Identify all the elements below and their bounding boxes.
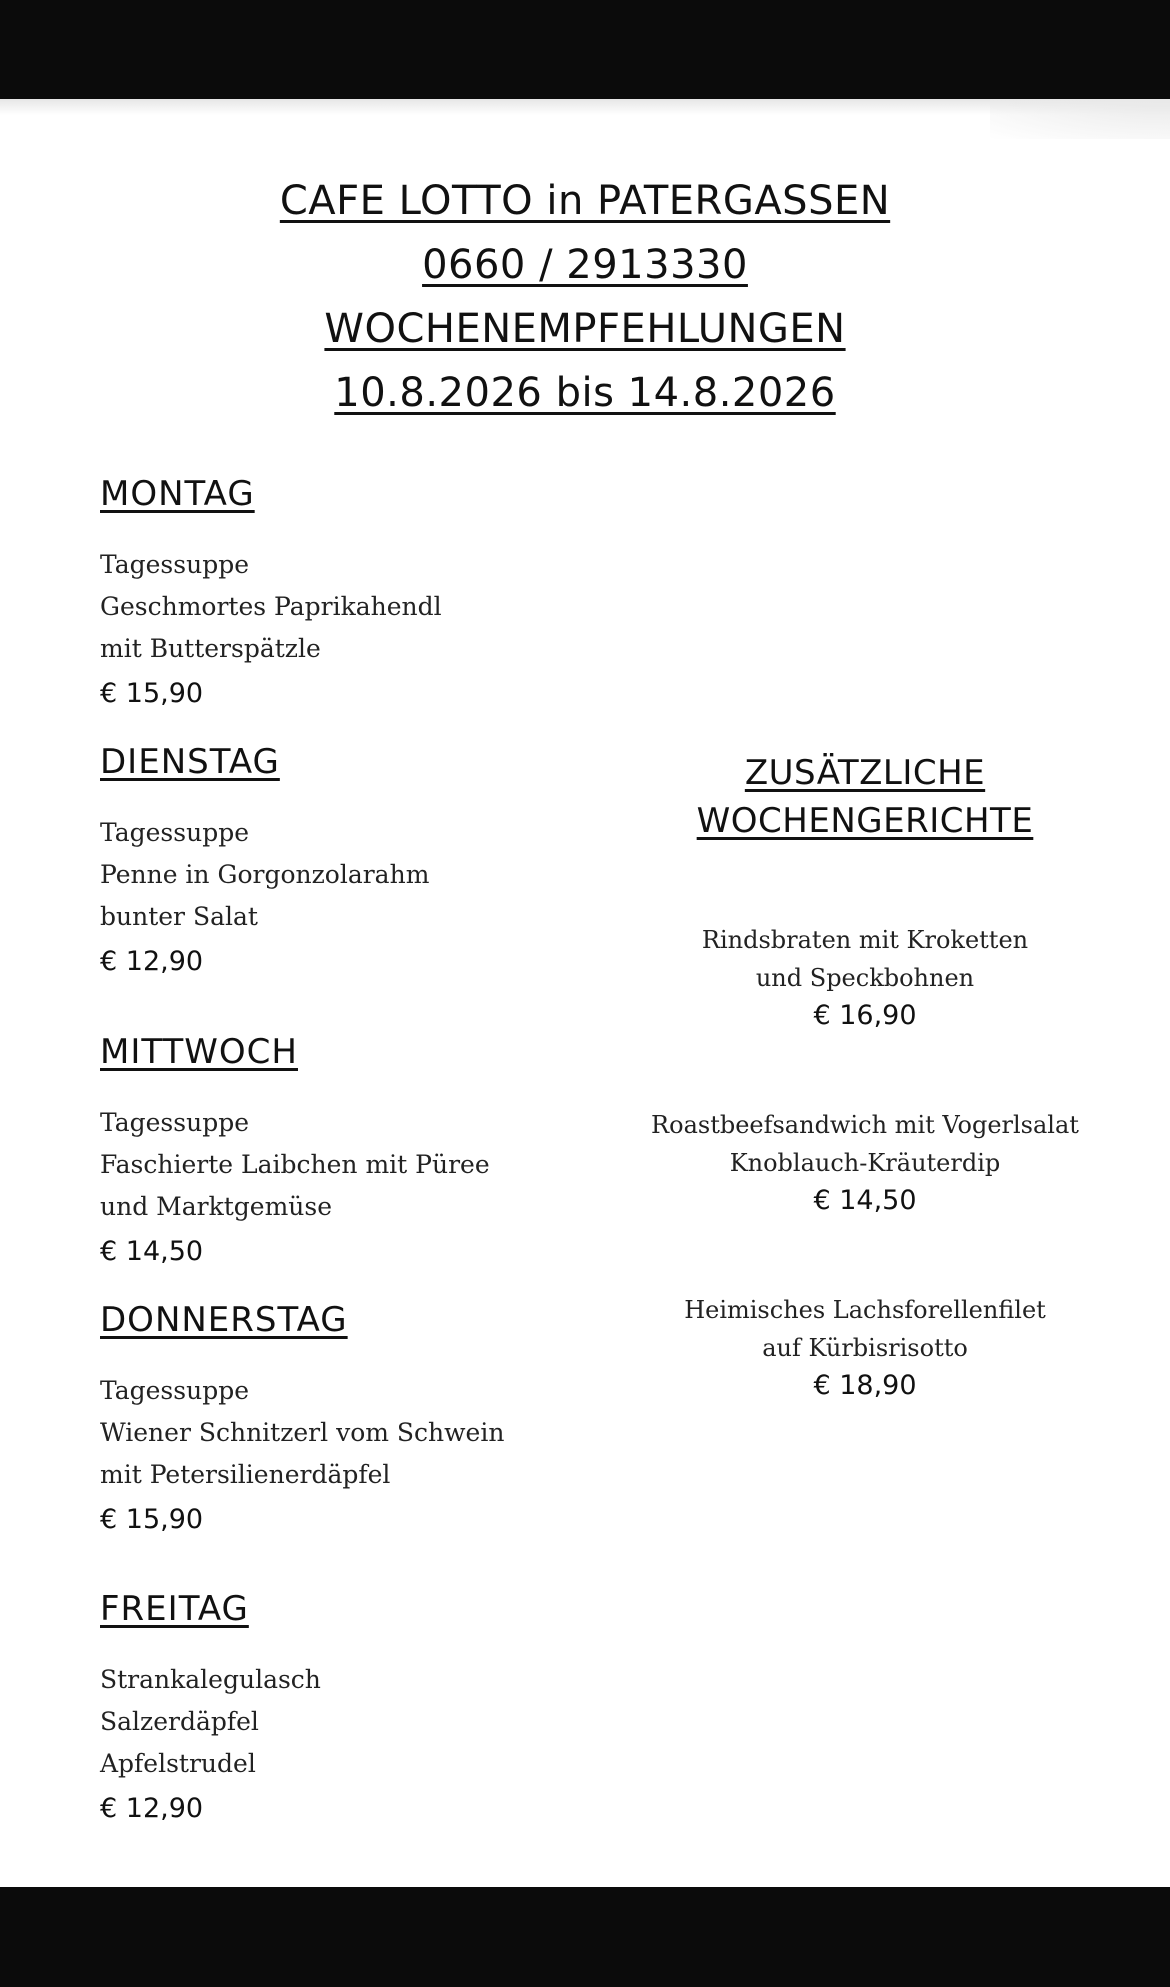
weekly-dish-price: € 18,90 — [813, 1370, 917, 1401]
weekly-dish-price: € 16,90 — [813, 1000, 917, 1031]
weekly-dish-line: und Speckbohnen — [755, 964, 975, 992]
dish-line: Tagessuppe — [100, 550, 249, 579]
weekly-title-line2: WOCHENGERICHTE — [696, 801, 1034, 841]
weekly-dishes-section — [640, 749, 1090, 1401]
dish-line: Penne in Gorgonzolarahm — [100, 860, 430, 889]
weekly-dish-line: auf Kürbisrisotto — [762, 1334, 968, 1362]
dish-line: Strankalegulasch — [100, 1665, 321, 1694]
menu-page — [0, 99, 1170, 1887]
weekly-dish-line: Heimisches Lachsforellenfilet — [684, 1296, 1046, 1324]
date-range: 10.8.2026 bis 14.8.2026 — [334, 370, 836, 416]
menu-header — [0, 169, 1170, 425]
weekly-dish-price: € 14,50 — [813, 1185, 917, 1216]
dish-line: Apfelstrudel — [100, 1749, 256, 1778]
bottom-black-bar — [0, 1887, 1170, 1987]
dish-price: € 14,50 — [100, 1236, 204, 1267]
dish-line: Faschierte Laibchen mit Püree — [100, 1150, 490, 1179]
day-title: MITTWOCH — [100, 1032, 298, 1072]
day-section-dienstag — [100, 742, 620, 984]
day-title: DONNERSTAG — [100, 1300, 348, 1340]
page-corner-shade — [990, 99, 1170, 139]
dish-line: mit Petersilienerdäpfel — [100, 1460, 391, 1489]
dish-line: Tagessuppe — [100, 818, 249, 847]
weekly-dish-line: Roastbeefsandwich mit Vogerlsalat — [651, 1111, 1079, 1139]
day-title: DIENSTAG — [100, 742, 280, 782]
day-section-freitag — [100, 1589, 620, 1831]
weekly-recommendations-title: WOCHENEMPFEHLUNGEN — [324, 306, 846, 352]
dish-line: Geschmortes Paprikahendl — [100, 592, 442, 621]
day-section-donnerstag — [100, 1300, 620, 1542]
phone-number: 0660 / 2913330 — [422, 242, 748, 288]
dish-line: bunter Salat — [100, 902, 258, 931]
weekly-title-line1: ZUSÄTZLICHE — [744, 753, 986, 793]
weekly-dish-item — [640, 921, 1090, 1035]
dish-line: Tagessuppe — [100, 1108, 249, 1137]
day-section-montag — [100, 474, 620, 716]
day-section-mittwoch — [100, 1032, 620, 1274]
weekly-dish-line: Rindsbraten mit Kroketten — [701, 926, 1029, 954]
dish-line: Tagessuppe — [100, 1376, 249, 1405]
cafe-name: CAFE LOTTO in PATERGASSEN — [279, 178, 891, 224]
dish-line: mit Butterspätzle — [100, 634, 321, 663]
weekly-dish-item — [640, 1291, 1090, 1405]
dish-price: € 12,90 — [100, 946, 204, 977]
dish-line: und Marktgemüse — [100, 1192, 333, 1221]
weekly-dish-line: Knoblauch-Kräuterdip — [729, 1149, 1001, 1177]
weekly-dish-item — [640, 1106, 1090, 1220]
day-title: MONTAG — [100, 474, 255, 514]
dish-line: Wiener Schnitzerl vom Schwein — [100, 1418, 505, 1447]
day-title: FREITAG — [100, 1589, 249, 1629]
dish-price: € 15,90 — [100, 678, 204, 709]
dish-price: € 15,90 — [100, 1504, 204, 1535]
dish-line: Salzerdäpfel — [100, 1707, 259, 1736]
top-black-bar — [0, 0, 1170, 99]
dish-price: € 12,90 — [100, 1793, 204, 1824]
